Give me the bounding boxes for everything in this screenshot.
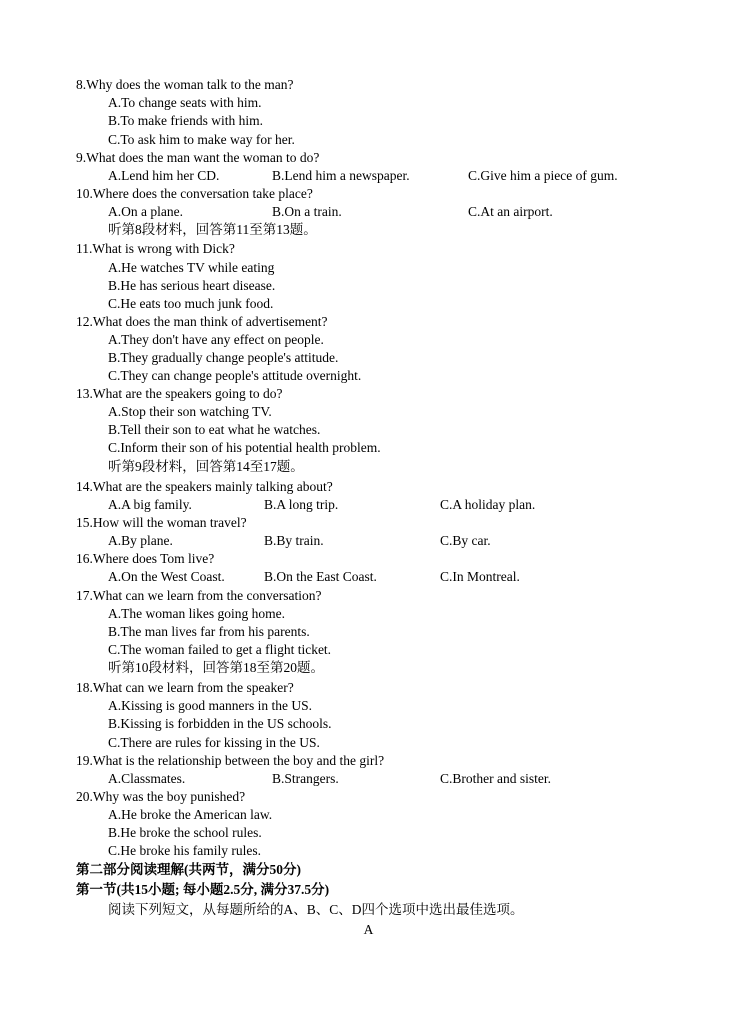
option: B.By train. <box>264 533 324 548</box>
option: A.By plane. <box>108 533 173 548</box>
question-stem: 11.What is wrong with Dick? <box>76 241 235 256</box>
passage-label: A <box>363 922 374 937</box>
option: A.On a plane. <box>108 204 183 219</box>
option: C.In Montreal. <box>440 569 520 584</box>
option: A.A big family. <box>108 497 192 512</box>
section-instruction: 听第8段材料，回答第11至第13题。 <box>108 222 317 237</box>
question-stem: 17.What can we learn from the conversation? <box>76 588 322 603</box>
section-title: 第一节(共15小题; 每小题2.5分, 满分37.5分) <box>76 882 330 897</box>
option: A.On the West Coast. <box>108 569 225 584</box>
option: B.On a train. <box>272 204 342 219</box>
option: B.Strangers. <box>272 771 339 786</box>
question-stem: 13.What are the speakers going to do? <box>76 386 283 401</box>
option: C.There are rules for kissing in the US. <box>108 735 320 750</box>
question-stem: 19.What is the relationship between the boy and the girl? <box>76 753 385 768</box>
option: C.Give him a piece of gum. <box>468 168 618 183</box>
option: C.By car. <box>440 533 491 548</box>
option: A.They don't have any effect on people. <box>108 332 324 347</box>
option: C.At an airport. <box>468 204 553 219</box>
section-instruction: 听第9段材料，回答第14至17题。 <box>108 459 304 474</box>
option: A.Kissing is good manners in the US. <box>108 698 312 713</box>
option: C.They can change people's attitude overnight. <box>108 368 362 383</box>
option: C.Inform their son of his potential health problem. <box>108 440 381 455</box>
option: B.He has serious heart disease. <box>108 278 276 293</box>
option: B.They gradually change people's attitude. <box>108 350 339 365</box>
option: A.To change seats with him. <box>108 95 262 110</box>
part-title: 第二部分阅读理解(共两节，满分50分) <box>76 862 301 877</box>
question-stem: 10.Where does the conversation take place? <box>76 186 313 201</box>
option: B.A long trip. <box>264 497 339 512</box>
option: A.Classmates. <box>108 771 186 786</box>
option: C.To ask him to make way for her. <box>108 132 295 147</box>
option: B.Kissing is forbidden in the US schools. <box>108 716 332 731</box>
option: B.He broke the school rules. <box>108 825 262 840</box>
option: C.Brother and sister. <box>440 771 551 786</box>
question-stem: 16.Where does Tom live? <box>76 551 215 566</box>
option: A.The woman likes going home. <box>108 606 285 621</box>
option: B.Tell their son to eat what he watches. <box>108 422 321 437</box>
question-stem: 9.What does the man want the woman to do? <box>76 150 320 165</box>
option: B.To make friends with him. <box>108 113 264 128</box>
option: A.He watches TV while eating <box>108 260 275 275</box>
option: A.Lend him her CD. <box>108 168 220 183</box>
option: A.He broke the American law. <box>108 807 273 822</box>
option: C.He eats too much junk food. <box>108 296 274 311</box>
option: C.A holiday plan. <box>440 497 536 512</box>
question-stem: 8.Why does the woman talk to the man? <box>76 77 294 92</box>
option: B.On the East Coast. <box>264 569 377 584</box>
question-stem: 18.What can we learn from the speaker? <box>76 680 294 695</box>
question-stem: 15.How will the woman travel? <box>76 515 247 530</box>
directions: 阅读下列短文，从每题所给的A、B、C、D四个选项中选出最佳选项。 <box>108 902 524 917</box>
section-instruction: 听第10段材料，回答第18至第20题。 <box>108 660 324 675</box>
option: B.Lend him a newspaper. <box>272 168 410 183</box>
option: C.The woman failed to get a flight ticket. <box>108 642 332 657</box>
question-stem: 20.Why was the boy punished? <box>76 789 246 804</box>
option: B.The man lives far from his parents. <box>108 624 310 639</box>
option: A.Stop their son watching TV. <box>108 404 272 419</box>
question-stem: 14.What are the speakers mainly talking about? <box>76 479 333 494</box>
option: C.He broke his family rules. <box>108 843 261 858</box>
question-stem: 12.What does the man think of advertisement? <box>76 314 328 329</box>
